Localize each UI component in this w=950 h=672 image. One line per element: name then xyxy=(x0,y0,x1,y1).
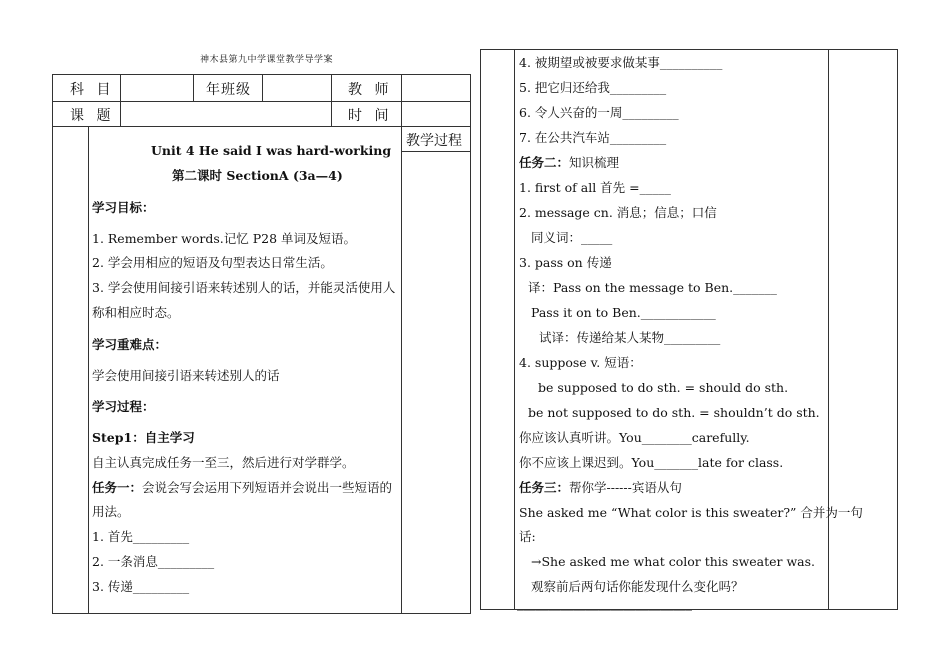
answer-blank[interactable]: _________ xyxy=(664,330,721,345)
translation-line: 试译：传递给某人某物_________ xyxy=(539,330,721,345)
key-points-heading: 学习重难点： xyxy=(92,337,168,352)
phrase-item: 4. 被期望或被要求做某事__________ xyxy=(519,55,723,70)
phrase-item: 7. 在公共汽车站_________ xyxy=(519,130,667,145)
answer-blank[interactable]: ____________ xyxy=(640,305,716,320)
answer-blank[interactable]: _______ xyxy=(733,280,777,295)
task1-text-cont: 用法。 xyxy=(92,504,130,519)
answer-blank[interactable]: _______ xyxy=(654,455,698,470)
translation-line: 译：Pass on the message to Ben._______ xyxy=(528,280,777,295)
answer-blank[interactable]: ____________________________ xyxy=(517,596,692,611)
task2-line xyxy=(519,155,619,171)
phrase-item: 1. 首先_________ xyxy=(92,529,190,544)
task1-text: 会说会写会运用下列短语并会说出一些短语的 xyxy=(142,480,393,495)
grade-label: 年班级 xyxy=(206,82,251,98)
answer-blank[interactable]: _____ xyxy=(639,180,671,195)
process-heading: 学习过程： xyxy=(92,399,155,414)
unit-title: Unit 4 He said I was hard-working xyxy=(151,143,392,158)
task3-label: 任务三： xyxy=(519,480,570,495)
objective-item: 1. Remember words.记忆 P28 单词及短语。 xyxy=(92,231,357,246)
time-label: 时 间 xyxy=(348,108,393,124)
translation-line: Pass it on to Ben.____________ xyxy=(531,305,716,320)
task1-label: 任务一： xyxy=(92,480,143,495)
knowledge-item: 3. pass on 传递 xyxy=(519,255,612,270)
observation-question: 观察前后两句话你能发现什么变化吗？ xyxy=(531,579,744,594)
knowledge-item: 2. message cn. 消息；信息；口信 xyxy=(519,205,717,220)
phrase-item: 5. 把它归还给我_________ xyxy=(519,80,667,95)
objective-item: 3. 学会使用间接引语来转述别人的话，并能灵活使用人 xyxy=(92,280,396,295)
task2-text: 知识梳理 xyxy=(569,155,620,170)
answer-blank[interactable]: _________ xyxy=(132,579,190,594)
objectives-heading: 学习目标： xyxy=(92,200,155,215)
answer-blank[interactable]: _________ xyxy=(609,130,667,145)
phrase-item: 6. 令人兴奋的一周_________ xyxy=(519,105,679,120)
phrase-note: be not supposed to do sth. = shouldn’t do sth. xyxy=(528,405,820,420)
task2-label: 任务二： xyxy=(519,155,570,170)
document-title: 神木县第九中学课堂教学导学案 xyxy=(200,55,334,65)
exercise-line: 你应该认真听讲。You________carefully. xyxy=(519,430,750,445)
subject-label: 科 目 xyxy=(70,82,115,98)
teaching-process-label: 教学过程 xyxy=(406,133,462,149)
answer-blank[interactable]: ________ xyxy=(641,430,692,445)
synonym-line: 同义词：_____ xyxy=(531,230,613,245)
step1-text: 自主认真完成任务一至三，然后进行对学群学。 xyxy=(92,455,355,470)
phrase-item: 3. 传递_________ xyxy=(92,579,190,594)
example-sentence: She asked me “What color is this sweater?” 合并为一句 xyxy=(519,505,863,520)
answer-blank[interactable]: _________ xyxy=(609,80,667,95)
answer-blank[interactable]: _____ xyxy=(581,230,613,245)
knowledge-item: 4. suppose v. 短语： xyxy=(519,355,642,370)
example-sentence-cont: 话: xyxy=(519,529,536,544)
task1-line xyxy=(92,480,392,496)
task3-text: 帮你学------宾语从句 xyxy=(569,480,682,495)
answer-blank[interactable]: _________ xyxy=(622,105,679,120)
objective-item: 称和相应时态。 xyxy=(92,305,180,320)
lesson-title: 第二课时 SectionA (3a—4) xyxy=(172,168,343,183)
knowledge-item: 1. first of all 首先 =_____ xyxy=(519,180,671,195)
topic-label: 课 题 xyxy=(70,108,115,124)
answer-blank[interactable]: _________ xyxy=(132,529,190,544)
phrase-item: 2. 一条消息_________ xyxy=(92,554,215,569)
step1-heading: Step1：自主学习 xyxy=(92,430,195,445)
teacher-label: 教 师 xyxy=(348,82,393,98)
phrase-note: be supposed to do sth. = should do sth. xyxy=(538,380,789,395)
converted-sentence: →She asked me what color this sweater was. xyxy=(531,554,816,569)
answer-blank[interactable]: __________ xyxy=(659,55,723,70)
answer-blank[interactable]: _________ xyxy=(157,554,215,569)
exercise-line: 你不应该上课迟到。You_______late for class. xyxy=(519,455,784,470)
objective-item: 2. 学会用相应的短语及句型表达日常生活。 xyxy=(92,255,333,270)
task3-line xyxy=(519,480,682,496)
key-points-text: 学会使用间接引语来转述别人的话 xyxy=(92,368,280,383)
